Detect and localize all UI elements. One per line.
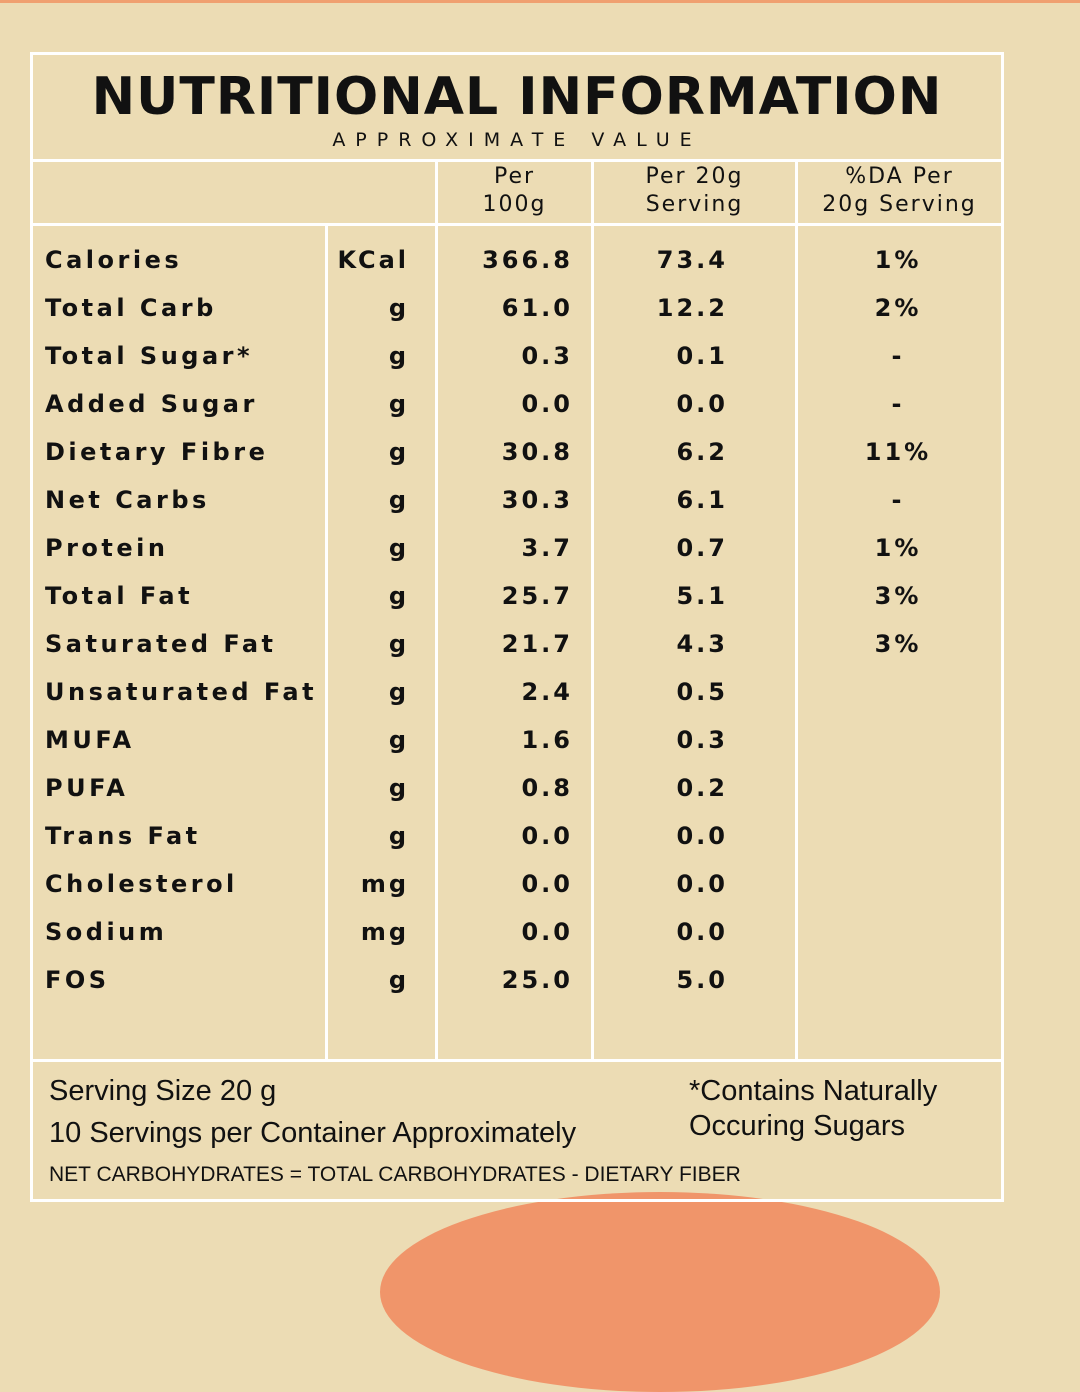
- value-per-serving: 0.7: [676, 534, 728, 562]
- label-title: NUTRITIONAL INFORMATION: [91, 67, 943, 127]
- nutrient-unit: g: [388, 630, 409, 658]
- header-per-serving-line1: Per 20g: [645, 164, 744, 189]
- nutrient-unit: g: [388, 486, 409, 514]
- nutrient-name: Sodium: [45, 918, 168, 946]
- value-per-100g: 3.7: [521, 534, 573, 562]
- nutrient-name: Total Carb: [45, 294, 217, 322]
- serving-size: Serving Size 20 g: [49, 1075, 277, 1107]
- nutrient-unit: g: [388, 726, 409, 754]
- nutrient-name: PUFA: [45, 774, 129, 802]
- value-per-serving: 5.0: [676, 966, 728, 994]
- header-per-serving-line2: Serving: [645, 192, 744, 217]
- value-per-100g: 21.7: [501, 630, 573, 658]
- value-per-100g: 366.8: [482, 246, 573, 274]
- value-per-serving: 73.4: [656, 246, 728, 274]
- nutrition-label: [30, 52, 1004, 1202]
- divider-under-title: [33, 159, 1001, 162]
- value-per-100g: 0.3: [521, 342, 573, 370]
- nutrient-unit: mg: [360, 918, 409, 946]
- value-per-100g: 0.0: [521, 870, 573, 898]
- daily-allowance-percent: [803, 917, 993, 947]
- nutrient-name: MUFA: [45, 726, 135, 754]
- nutrient-unit: g: [388, 582, 409, 610]
- sugar-note-line2: Occuring Sugars: [689, 1110, 905, 1142]
- divider-under-headers: [33, 223, 1001, 226]
- top-accent-edge: [0, 0, 1080, 3]
- value-per-serving: 0.1: [676, 342, 728, 370]
- daily-allowance-percent: [803, 821, 993, 851]
- nutrient-name: Unsaturated Fat: [45, 678, 318, 706]
- daily-allowance-percent: 1%: [874, 534, 922, 562]
- value-per-100g: 25.0: [501, 966, 573, 994]
- value-per-100g: 2.4: [521, 678, 573, 706]
- value-per-100g: 25.7: [501, 582, 573, 610]
- header-per-100g-line2: 100g: [482, 192, 547, 217]
- value-per-serving: 0.3: [676, 726, 728, 754]
- daily-allowance-percent: [803, 725, 993, 755]
- sugar-note-line1: *Contains Naturally: [689, 1075, 938, 1107]
- nutrient-name: Total Sugar*: [45, 342, 254, 370]
- nutrient-unit: g: [388, 534, 409, 562]
- value-per-100g: 0.0: [521, 390, 573, 418]
- nutrient-unit: g: [388, 390, 409, 418]
- nutrient-name: Protein: [45, 534, 169, 562]
- daily-allowance-percent: [803, 965, 993, 995]
- column-divider-da: [795, 159, 798, 1062]
- value-per-100g: 61.0: [501, 294, 573, 322]
- nutrient-unit: mg: [360, 870, 409, 898]
- value-per-100g: 30.3: [501, 486, 573, 514]
- value-per-100g: 0.8: [521, 774, 573, 802]
- nutrient-unit: g: [388, 294, 409, 322]
- daily-allowance-percent: 3%: [874, 630, 922, 658]
- nutrient-name: Calories: [45, 246, 183, 274]
- header-per-100g: [438, 163, 591, 219]
- header-per-serving: [594, 163, 795, 219]
- value-per-serving: 0.2: [676, 774, 728, 802]
- nutrient-name: Trans Fat: [45, 822, 201, 850]
- value-per-serving: 0.0: [676, 870, 728, 898]
- value-per-100g: 0.0: [521, 918, 573, 946]
- nutrient-name: FOS: [45, 966, 110, 994]
- value-per-serving: 0.0: [676, 822, 728, 850]
- nutrient-name: Added Sugar: [45, 390, 258, 418]
- daily-allowance-percent: 1%: [874, 246, 922, 274]
- daily-allowance-percent: 3%: [874, 582, 922, 610]
- nutrient-unit: g: [388, 342, 409, 370]
- divider-above-footer: [33, 1059, 1001, 1062]
- value-per-100g: 0.0: [521, 822, 573, 850]
- servings-per-container: 10 Servings per Container Approximately: [49, 1117, 577, 1149]
- label-subtitle: APPROXIMATE VALUE: [332, 129, 702, 151]
- net-carbs-formula: NET CARBOHYDRATES = TOTAL CARBOHYDRATES - DIETARY FIBER: [49, 1163, 741, 1186]
- nutrient-name: Cholesterol: [45, 870, 238, 898]
- daily-allowance-percent: [803, 773, 993, 803]
- value-per-serving: 12.2: [656, 294, 728, 322]
- header-da-line1: %DA Per: [845, 164, 954, 189]
- value-per-serving: 5.1: [676, 582, 728, 610]
- decorative-orange-shape: [380, 1192, 940, 1392]
- value-per-100g: 30.8: [501, 438, 573, 466]
- nutrient-name: Net Carbs: [45, 486, 210, 514]
- daily-allowance-percent: [803, 677, 993, 707]
- daily-allowance-percent: [803, 869, 993, 899]
- value-per-serving: 0.0: [676, 390, 728, 418]
- nutrient-unit: g: [388, 438, 409, 466]
- nutrient-unit: g: [388, 822, 409, 850]
- value-per-serving: 0.0: [676, 918, 728, 946]
- nutrient-unit: g: [388, 966, 409, 994]
- nutrient-unit: g: [388, 678, 409, 706]
- nutrient-unit: KCal: [337, 246, 409, 274]
- column-divider-per-serving: [591, 159, 594, 1062]
- column-divider-per100: [435, 159, 438, 1062]
- value-per-serving: 6.2: [676, 438, 728, 466]
- value-per-serving: 4.3: [676, 630, 728, 658]
- nutrient-name: Total Fat: [45, 582, 194, 610]
- nutrient-name: Dietary Fibre: [45, 438, 269, 466]
- daily-allowance-percent: 11%: [864, 438, 932, 466]
- daily-allowance-percent: -: [891, 486, 905, 514]
- header-per-100g-line1: Per: [493, 164, 536, 189]
- daily-allowance-percent: -: [891, 390, 905, 418]
- nutrient-name: Saturated Fat: [45, 630, 277, 658]
- header-da-line2: 20g Serving: [822, 192, 977, 217]
- value-per-serving: 6.1: [676, 486, 728, 514]
- value-per-serving: 0.5: [676, 678, 728, 706]
- daily-allowance-percent: 2%: [874, 294, 922, 322]
- nutrient-unit: g: [388, 774, 409, 802]
- header-daily-allowance: [798, 163, 1001, 219]
- daily-allowance-percent: -: [891, 342, 905, 370]
- value-per-100g: 1.6: [521, 726, 573, 754]
